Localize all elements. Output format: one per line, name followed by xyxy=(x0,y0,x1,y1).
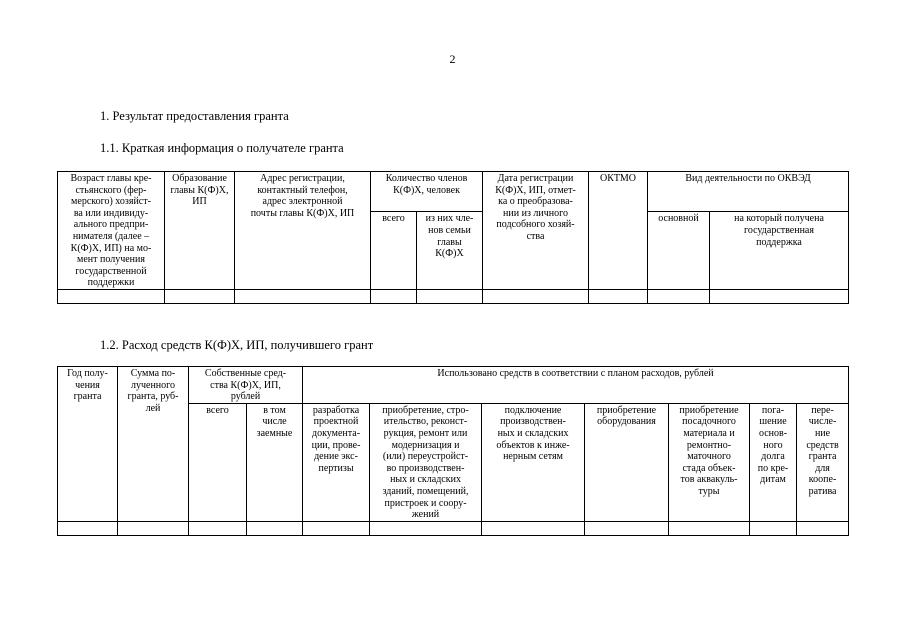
col-head-age xyxy=(58,172,165,290)
header-line: нов семьи xyxy=(428,224,471,236)
header-line: пристроек и соору- xyxy=(384,497,467,509)
header-line: подсобного хозяй- xyxy=(496,219,575,231)
header-line: ции, прове- xyxy=(311,439,361,451)
table-cell xyxy=(58,289,165,303)
header-line: производствен- xyxy=(500,416,566,428)
header-line: К(Ф)Х, ИП, отмет- xyxy=(495,184,576,196)
header-line: дитам xyxy=(760,474,786,486)
header-line: Адрес регистрации, xyxy=(260,173,345,184)
section-title-result: 1. Результат предоставления гранта xyxy=(100,109,289,123)
table-cell xyxy=(585,521,669,535)
header-line: приобретение xyxy=(596,404,657,416)
header-line: подключение xyxy=(504,404,562,416)
header-line: К(Ф)Х xyxy=(435,248,464,260)
header-line: на который получена xyxy=(734,213,824,225)
header-line: ительство, реконст- xyxy=(383,416,468,428)
header-line: ных и складских xyxy=(497,427,569,439)
header-line: ние xyxy=(814,427,831,439)
header-line: главы xyxy=(437,236,462,248)
table-cell xyxy=(189,521,247,535)
header-line: во производствен- xyxy=(386,462,465,474)
col-members xyxy=(371,172,483,212)
header-line: заемные xyxy=(256,427,293,439)
col-funds-used: Использовано средств в соответствии с планом расходов, рублей xyxy=(303,367,849,404)
header-line: из них чле- xyxy=(425,213,474,225)
col-connection xyxy=(482,403,585,521)
col-oktmo: ОКТМО xyxy=(589,172,648,290)
header-line: основ- xyxy=(758,427,788,439)
table-cell xyxy=(58,521,118,535)
col-loan-repayment xyxy=(750,403,797,521)
header-line: поддержки xyxy=(87,277,135,289)
col-okved-main: основной xyxy=(648,212,710,290)
header-line: ва или индивиду- xyxy=(73,207,149,219)
header-line: ного xyxy=(763,439,783,451)
header-line: разработка xyxy=(312,404,360,416)
header-line: мент получения xyxy=(77,254,145,266)
header-line: ства К(Ф)Х, ИП, xyxy=(210,379,281,391)
header-line: объектов к инже- xyxy=(496,439,570,451)
expenses-table xyxy=(57,366,849,536)
table-cell xyxy=(370,521,482,535)
table-cell xyxy=(371,289,417,303)
header-line: нимателя (далее – xyxy=(72,230,150,242)
header-line: модернизация и xyxy=(391,439,460,451)
header-line: средств xyxy=(806,439,839,451)
col-registration-date xyxy=(483,172,589,290)
header-line: ных и складских xyxy=(390,474,461,486)
col-address xyxy=(235,172,371,290)
table-cell xyxy=(669,521,750,535)
header-line: материала и xyxy=(683,427,735,439)
header-line: Возраст главы кре- xyxy=(70,173,152,184)
page-number: 2 xyxy=(449,52,456,66)
header-line: в том xyxy=(263,404,286,416)
header-line: лученного xyxy=(130,379,175,391)
recipient-info-table xyxy=(57,171,849,304)
header-line: пога- xyxy=(761,404,785,416)
header-line: стьянского (фер- xyxy=(75,184,147,196)
table-cell xyxy=(648,289,710,303)
table-cell xyxy=(482,521,585,535)
header-line: почты главы К(Ф)Х, ИП xyxy=(250,207,355,219)
header-line: гранта xyxy=(808,451,837,463)
col-own-borrowed xyxy=(247,403,303,521)
header-line: Год полу- xyxy=(67,368,108,379)
header-line: рукция, ремонт или xyxy=(383,427,468,439)
table-cell xyxy=(589,289,648,303)
table-row xyxy=(58,289,849,303)
table-cell xyxy=(417,289,483,303)
table-cell xyxy=(118,521,189,535)
col-planting-stock xyxy=(669,403,750,521)
header-line: числе xyxy=(262,416,287,428)
header-line: посадочного xyxy=(682,416,736,428)
header-line: государственная xyxy=(744,224,814,236)
col-members-total: всего xyxy=(371,212,417,290)
header-line: контактный телефон, xyxy=(257,184,348,196)
header-line: гранта xyxy=(73,391,102,403)
col-equipment xyxy=(585,403,669,521)
header-line: (или) переустройст- xyxy=(382,451,469,463)
header-line: рублей xyxy=(230,391,261,403)
header-line: лей xyxy=(145,402,161,414)
header-line: маточного xyxy=(687,451,731,463)
header-line: ка о преобразова- xyxy=(498,196,573,208)
col-members-family xyxy=(417,212,483,290)
header-line: поддержка xyxy=(756,236,802,248)
header-line: Дата регистрации xyxy=(497,173,574,184)
header-line: мерского) хозяйст- xyxy=(71,196,151,208)
header-line: туры xyxy=(698,485,720,497)
section-subtitle-recipient-info: 1.1. Краткая информация о получателе гранта xyxy=(100,141,344,155)
header-line: зданий, помещений, xyxy=(382,485,469,497)
header-line: Собственные сред- xyxy=(204,368,287,379)
header-line: государственной xyxy=(75,265,147,277)
header-line: ального предпри- xyxy=(73,219,149,231)
header-line: нии из личного xyxy=(503,207,568,219)
header-line: для xyxy=(815,462,830,474)
col-design xyxy=(303,403,370,521)
col-cooperative-transfer xyxy=(797,403,849,521)
col-grant-year xyxy=(58,367,118,522)
table-cell xyxy=(235,289,371,303)
header-line: Образование xyxy=(172,173,227,184)
header-line: приобретение xyxy=(679,404,739,416)
header-line: гранта, руб- xyxy=(127,391,179,403)
header-line: адрес электронной xyxy=(262,196,343,208)
header-line: ства xyxy=(526,230,545,242)
header-line: приобретение, стро- xyxy=(382,404,469,416)
header-line: нерным сетям xyxy=(503,451,563,463)
header-line: Количество членов xyxy=(385,173,468,184)
header-line: главы К(Ф)Х, xyxy=(170,184,229,196)
header-line: ратива xyxy=(808,485,837,497)
table-row xyxy=(58,521,849,535)
header-line: долга xyxy=(761,451,785,463)
header-line: тов аквакуль- xyxy=(680,474,738,486)
header-line: дение экс- xyxy=(314,451,358,463)
col-education xyxy=(165,172,235,290)
section-title-expenses: 1.2. Расход средств К(Ф)Х, ИП, получившего грант xyxy=(100,338,374,352)
header-line: пере- xyxy=(811,404,834,416)
col-grant-amount xyxy=(118,367,189,522)
table-cell xyxy=(797,521,849,535)
table-cell xyxy=(303,521,370,535)
header-line: числе- xyxy=(808,416,837,428)
header-line: по кре- xyxy=(757,462,789,474)
header-line: документа- xyxy=(311,427,361,439)
table-cell xyxy=(165,289,235,303)
table-cell xyxy=(483,289,589,303)
col-construction xyxy=(370,403,482,521)
col-own-total: всего xyxy=(189,403,247,521)
header-line: К(Ф)Х, ИП) на мо- xyxy=(70,242,152,254)
header-line: чения xyxy=(75,379,100,391)
table-cell xyxy=(247,521,303,535)
header-line: стада объек- xyxy=(682,462,736,474)
col-okved: Вид деятельности по ОКВЭД xyxy=(648,172,849,212)
table-cell xyxy=(710,289,849,303)
header-line: коопе- xyxy=(808,474,837,486)
header-line: шение xyxy=(759,416,787,428)
header-line: проектной xyxy=(313,416,359,428)
col-okved-support xyxy=(710,212,849,290)
header-line: оборудования xyxy=(597,416,656,428)
header-line: пертизы xyxy=(318,462,354,474)
table-cell xyxy=(750,521,797,535)
header-line: ИП xyxy=(192,196,207,208)
header-line: ремонтно- xyxy=(686,439,732,451)
header-line: К(Ф)Х, человек xyxy=(393,184,460,196)
col-own-funds xyxy=(189,367,303,404)
header-line: жений xyxy=(411,509,440,521)
header-line: Сумма по- xyxy=(130,368,176,379)
